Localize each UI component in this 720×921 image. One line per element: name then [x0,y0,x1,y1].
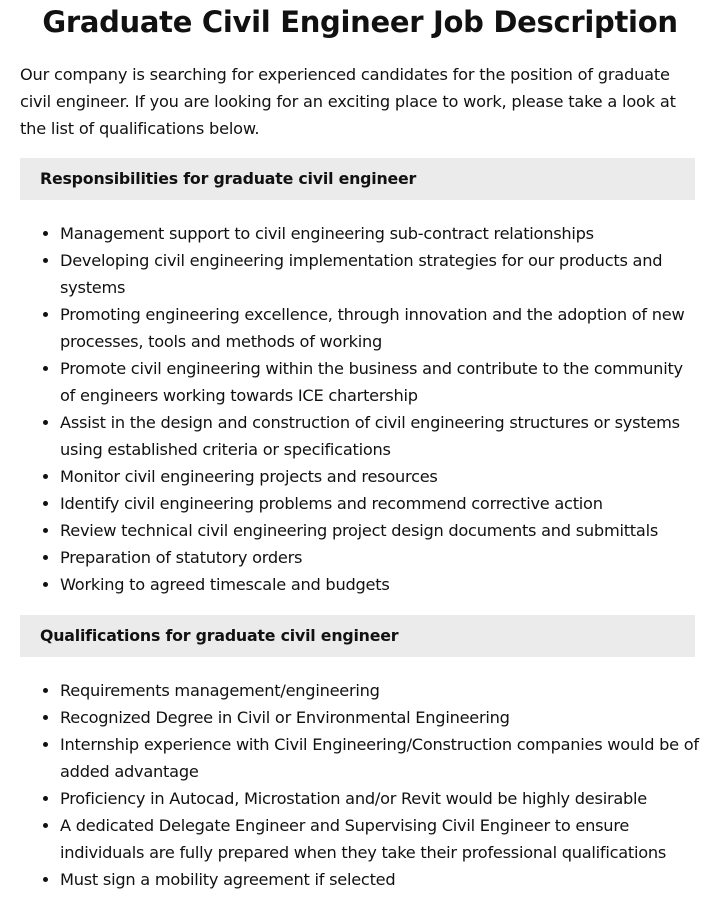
list-item: • Promoting engineering excellence, through innovation and the adoption of new processes, tools and methods of working [60,301,700,355]
qualifications-heading: Qualifications for graduate civil engineer [20,615,695,657]
list-item: • Assist in the design and construction of civil engineering structures or systems using established criteria or specifications [60,409,700,463]
list-item: • A dedicated Delegate Engineer and Supervising Civil Engineer to ensure individuals are fully prepared when they take their professional qualifications [60,812,700,866]
list-item: • Proficiency in Autocad, Microstation and/or Revit would be highly desirable [60,785,700,812]
list-item: • Monitor civil engineering projects and resources [60,463,700,490]
list-item: • Promote civil engineering within the business and contribute to the community of engineers working towards ICE chartership [60,355,700,409]
list-item: • Developing civil engineering implementation strategies for our products and systems [60,247,700,301]
list-item: • Recognized Degree in Civil or Environmental Engineering [60,704,700,731]
list-item: • Management support to civil engineering sub-contract relationships [60,220,700,247]
responsibilities-list [20,220,700,598]
list-item: • Internship experience with Civil Engineering/Construction companies would be of added advantage [60,731,700,785]
responsibilities-heading: Responsibilities for graduate civil engineer [20,158,695,200]
qualifications-list [20,677,700,893]
list-item: • Review technical civil engineering project design documents and submittals [60,517,700,544]
list-item: • Identify civil engineering problems and recommend corrective action [60,490,700,517]
list-item: • Working to agreed timescale and budgets [60,571,700,598]
page-title: Graduate Civil Engineer Job Description [42,5,678,39]
list-item: • Preparation of statutory orders [60,544,700,571]
list-item: • Requirements management/engineering [60,677,700,704]
intro-paragraph: Our company is searching for experienced candidates for the position of graduate civil engineer. If you are looking for an exciting place to work, please take a look at the list of qualifications below. [20,65,676,138]
list-item: • Must sign a mobility agreement if selected [60,866,700,893]
